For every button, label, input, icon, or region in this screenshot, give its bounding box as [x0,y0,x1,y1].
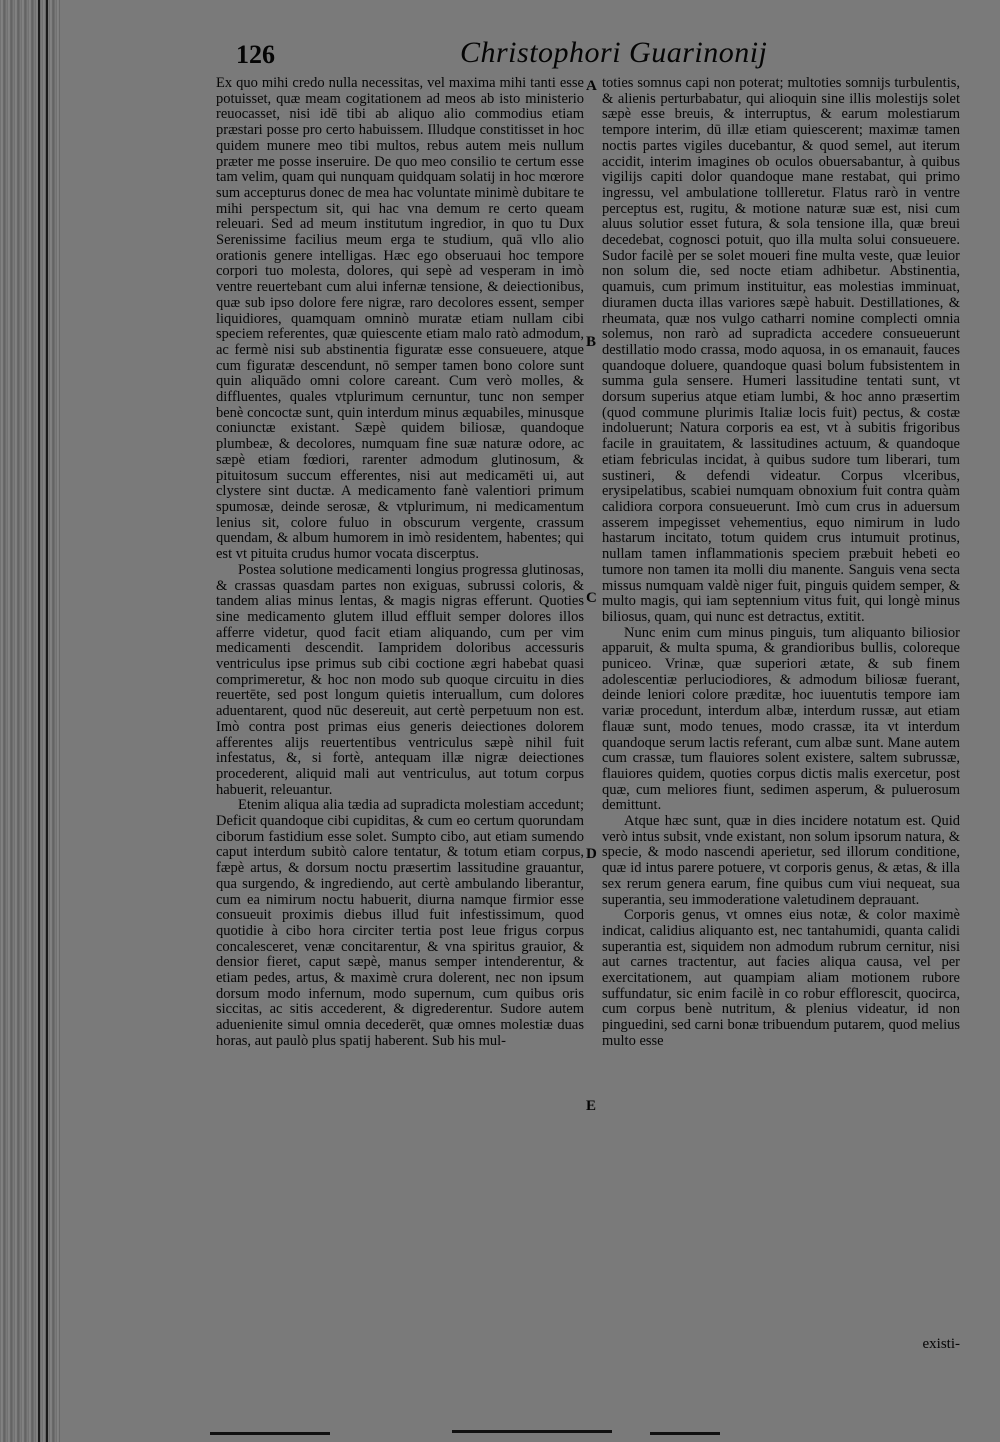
paragraph: Etenim aliqua alia tædia ad supradicta molestiam accedunt; Deficit quandoque cibi cupiditas, & cum eo certum quorundam ciborum fastidium esse solet. Sumpto cibo, aut etiam sumendo caput interdum subitò calore tentatur, & totum etiam corpus, fæpè artus, & dorsum noctu præsertim lassitudine grauantur, qua surgendo, & ingrediendo, aut certè ambulando liberantur, cum ea nimirum noctu habuerit, diurna namque firmior esse consueuit proximis diebus illud fuit infestissimum, quod quotidie à cibo hora circiter tertia post leue frigus corpus concalesceret, venæ concitarentur, & vna spiritus grauior, & densior fieret, caput sæpè, manus semper intenderentur, & etiam pedes, artus, & maximè crura dolerent, nec non ipsum dorsum modo infernum, modo supernum, cum quibus oris siccitas, ac sitis accederent, & digrederentur. Sudore autem aduenienite simul omnia decederēt, quæ omnes molestiæ duas horas, aut paulò plus spatij haberent. Sub his mul- [216,797,584,1049]
paragraph: Corporis genus, vt omnes eius notæ, & color maximè indicat, calidius aliquanto est, nec tantahumidi, quanta calidi superantia est, siquidem non admodum rubrum cernitur, nisi aut carnes tractentur, aut facies aliqua causa, vel per exercitationem, aut quampiam aliam motionem rubore suffundatur, sic enim facilè in co robur efflorescit, quocirca, cum corpus benè nutritum, & plenius videatur, id non pinguedini, sed carni bonæ tribuendum putarem, quod melius multo esse [602,907,960,1049]
paragraph: Postea solutione medicamenti longius progressa glutinosas, & crassas quasdam partes non exiguas, subrussi coloris, & tandem alias minus lentas, & magis nigras efferunt. Quoties sine medicamento glutem illud effluit semper dolores illos afferre videtur, quod facit etiam aliquando, cum per vim medicamenti descendit. Iampridem doloribus accessuris ventriculus ipse primus sub cibi coctione ægri habebat quasi comprimeretur, & hoc non modo sub quoque circuitu in dies reuertēte, sed post longum quietis interuallum, cum dolores aduentarent, quod nūc desereuit, aut certè perpetuum non est. Imò contra post primas eius generis deiectiones dolorem afferentes alijs reuertentibus ventriculus sæpè nihil fuit infestatus, &, si fortè, antequam illæ nigræ deiectiones procederent, aliquid mali aut ventriculus, aut totum corpus habuerit, releuantur. [216,561,584,798]
running-head: Christophori Guarinonij [460,36,768,69]
paragraph: Ex quo mihi credo nulla necessitas, vel maxima mihi tanti esse potuisset, quæ meam cogitationem ad meos ab isto ministerio reuocasset, nisi idē tibi ab aliquo alio commodius etiam præstari posse pro certo habuissem. Illudque constitisset in hoc quidem munere meo tibi multos, rebus autem meis nullum præter me posse inseruire. De quo meo consilio te certum esse tam velim, quam qui nunquam quidquam solatij in hoc mœrore sum accepturus donec de mea hac voluntate minimè dubitare te mihi perspectum sit, qui hac vna demum re certo queam releuari. Sed ad meum institutum ingredior, in quo tu Dux Serenissime facilius meum erga te studium, quā vllo alio orationis genere intelligas. Hæc ego obseruaui hoc tempore corpori tuo molesta, dolores, qui sepè ad vesperam in imò ventre reuertebant cum alui infernæ tensione, & deiectionibus, quæ sub ipso dolore fere nigræ, raro decolores essent, semper liquidiores, quamquam omninò muratæ etiam nullam cibi speciem referentes, quæ quiescente etiam malo ratò admodum, ac fermè nisi sub abstinentia figuratæ esse consueuere, atque cum figuratæ descendunt, nō semper tamen bono colore sunt quin aliquādo omni colore careant. Cum verò molles, & diffluentes, quales vtplurimum cernuntur, tunc non semper benè concoctæ sunt, quin interdum minus æquabiles, minusque coniunctæ existant. Sæpè quidem biliosæ, quandoque plumbeæ, & decolores, numquam fine suæ naturæ odore, ac sæpè etiam fœdiori, rarenter admodum glutinosum, & pituitosum succum efferentes, nisi aut medicamēti ui, aut clystere sint ductæ. A medicamento fanè valentiori primum spumosæ, deinde serosæ, & vtplurimum, ni medicamentum lenius sit, colore fuluo in obscurum vergente, crassum quendam, & album humorem in imò residentem, habentes; qui est vt pituita crudus humor vocata discerptus. [216,75,584,563]
margin-letter-e: E [586,1098,597,1114]
bottom-rule [452,1430,612,1433]
bottom-rule [210,1432,330,1435]
paragraph: Atque hæc sunt, quæ in dies incidere notatum est. Quid verò intus subsit, vnde existant, non solum ipsorum natura, & specie, & modo nascendi aperietur, sed illorum conditione, quæ id intus parere potuere, vt corporis genus, & ætas, & illa sex rerum genera earum, fine quibus cum viui nequeat, sua superantia, seu immoderatione valetudinem deprauant. [602,813,960,908]
catchword: existi- [922,1336,960,1352]
paragraph: toties somnus capi non poterat; multoties somnijs turbulentis, & alienis perturbabatur, qui alioquin sine illis molestijs solet sæpè esse breuis, & interruptus, & earum molestiarum tempore interim, dū illæ etiam quiescerent; maximæ tamen noctis partes vigiles ducebantur, & quod semel, aut iterum accidit, interim imagines ob oculos obuersabantur, à quibus vigilijs capiti dolor quandoque mane restabat, qui primo ingressu, vel ambulatione tollleretur. Flatus rarò in ventre perceptus est, rugitu, & motione naturæ suæ est, nisi cum aluus solutior esset futura, & sola tensione illa, quæ breui decedebat, cognosci potuit, quo illa multa solui consueuere. Sudor facilè per se solet moueri fine multa veste, quæ leuior non solum die, sed nocte etiam adhibetur. Abstinentia, quamuis, cum primum instituitur, eas molestias imminuat, diuramen ducta illas variores sæpè habuit. Destillationes, & rheumata, quæ nos vulgo catharri nomine complecti omnia solemus, non rarò ad supradicta accedere consueuerunt destillatio modo crassa, modo aquosa, in os emanauit, fauces quandoque doluere, quandoque quasi bolum fubsistentem in summa gula sensere. Humeri lassitudine tentati sunt, vt dorsum superius atque etiam lumbi, & hoc anno præsertim (quod commune plurimis Italiæ locis fuit) pectus, & costæ indoluerunt; Natura corporis ea est, vt à subitis frigoribus facile in grauitatem, & lassitudines actuum, & quandoque etiam febriculas incidat, à quibus sudore tum liberari, tum sustineri, & defendi videatur. Corpus vlceribus, erysipelatibus, scabiei numquam obnoxium fuit contra quàm calidiora corpora consueuerunt. Imò cum crus in aduersum asserem impegisset vehementius, equo nimirum in ludo hastarum incitato, totum quidem crus intumuit protinus, nullam tamen inflammationis speciem præbuit hebeti eo tumore non tamen ita molli diu manente. Sanguis vena secta missus numquam valdè niger fuit, pinguis quidem semper, & multo magis, qui iam septennium vitus fuit, qui longè minus biliosus, quam, qui nunc est detractus, extitit. [602,75,960,625]
paragraph: Nunc enim cum minus pinguis, tum aliquanto biliosior apparuit, & multa spuma, & grandioribus bullis, coloreque puniceo. Vrinæ, quæ superiori ætate, & sub finem adolescentiæ perluciodiores, & admodum biliosæ fuerant, deinde leniori colore præditæ, hoc iuuentutis tempore iam variæ procedunt, interdum albæ, interdum russæ, aut etiam flauæ sunt, modo tenues, modo crassæ, ita vt interdum quandoque serum lactis referant, cum albæ sunt. Mane autem cum crassæ, tum flauiores solent existere, saltem subrussæ, flauiores quidem, quoties corpus dictis malis exercetur, post quæ, cum meliores fiunt, sedimen asperum, & puluerosum demittunt. [602,624,960,814]
right-column [602,76,960,1050]
margin-letter-a: A [586,78,597,94]
page-number: 126 [236,40,275,69]
margin-letter-b: B [586,334,597,350]
margin-letter-c: C [586,590,597,606]
bottom-rule [650,1432,720,1435]
margin-letter-d: D [586,846,597,862]
left-column [216,76,584,1050]
